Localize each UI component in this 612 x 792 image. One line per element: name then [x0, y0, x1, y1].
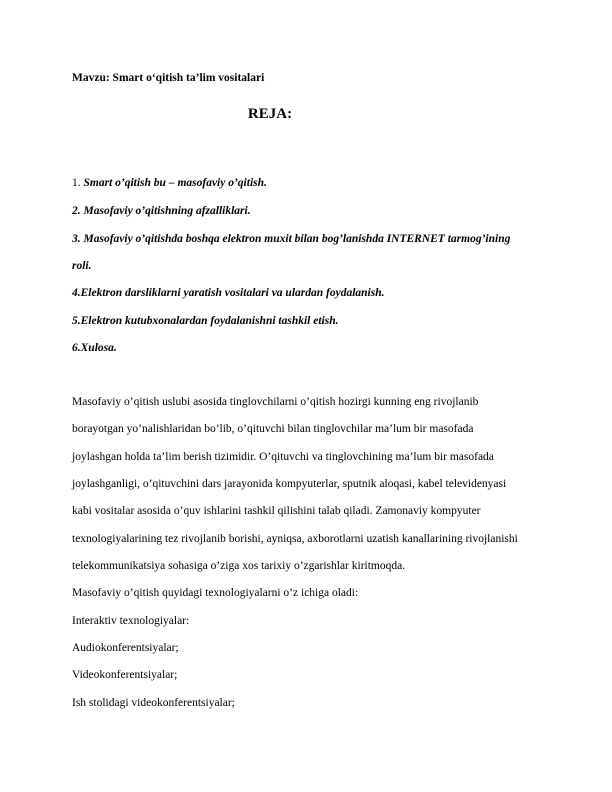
body-line: Masofaviy o’qitish quyidagi texnologiyalarni o’z ichiga oladi: [72, 587, 359, 599]
plan-item-3: 3. Masofaviy o’qitishda boshqa elektron muxit bilan bog’lanishda INTERNET tarmog’ining [72, 233, 511, 245]
plan-item-1 [72, 176, 267, 190]
plan-item-4: 4.Elektron darsliklarni yaratish vositalari va ulardan foydalanish. [72, 287, 385, 299]
plan-item-2: 2. Masofaviy o’qitishning afzalliklari. [72, 205, 251, 217]
body-line: Ish stolidagi videokonferentsiyalar; [72, 697, 235, 709]
plan-heading: REJA: [247, 106, 293, 122]
body-line: kabi vositalar asosida o’quv ishlarini tashkil qilishini talab qiladi. Zamonaviy kompyuter [72, 505, 481, 517]
document-title: Mavzu: Smart o‘qitish ta’lim vositalari [72, 72, 265, 84]
body-line: Masofaviy o’qitish uslubi asosida tinglovchilarni o’qitish hozirgi kunning eng rivojlanib [72, 396, 479, 408]
body-line: Audiokonferentsiyalar; [72, 642, 179, 654]
plan-item-number: 1. [72, 177, 84, 189]
body-line: joylashgan holda ta’lim berish tizimidir. O’qituvchi va tinglovchining ma’lum bir masofada [72, 451, 494, 463]
plan-item-5: 5.Elektron kutubxonalardan foydalanishni tashkil etish. [72, 315, 339, 327]
body-line: Interaktiv texnologiyalar: [72, 615, 190, 627]
body-line: joylashganligi, o’qituvchini dars jarayonida kompyuterlar, sputnik aloqasi, kabel televidenyasi [72, 478, 507, 490]
body-line: Videokonferentsiyalar; [72, 669, 178, 681]
body-line: texnologiyalarining tez rivojlanib borishi, ayniqsa, axborotlarni uzatish kanallarining rivojlanishi [72, 533, 518, 545]
plan-item-text: Smart o’qitish bu – masofaviy o’qitish. [83, 177, 267, 189]
body-line: borayotgan yo’nalishlaridan bo’lib, o’qituvchi bilan tinglovchilar ma’lum bir masofada [72, 423, 474, 435]
body-line: telekommunikatsiya sohasiga o’ziga xos tarixiy o’zgarishlar kiritmoqda. [72, 560, 406, 572]
plan-item-6: 6.Xulosa. [72, 342, 117, 354]
plan-item-3-continued: roli. [72, 260, 92, 272]
